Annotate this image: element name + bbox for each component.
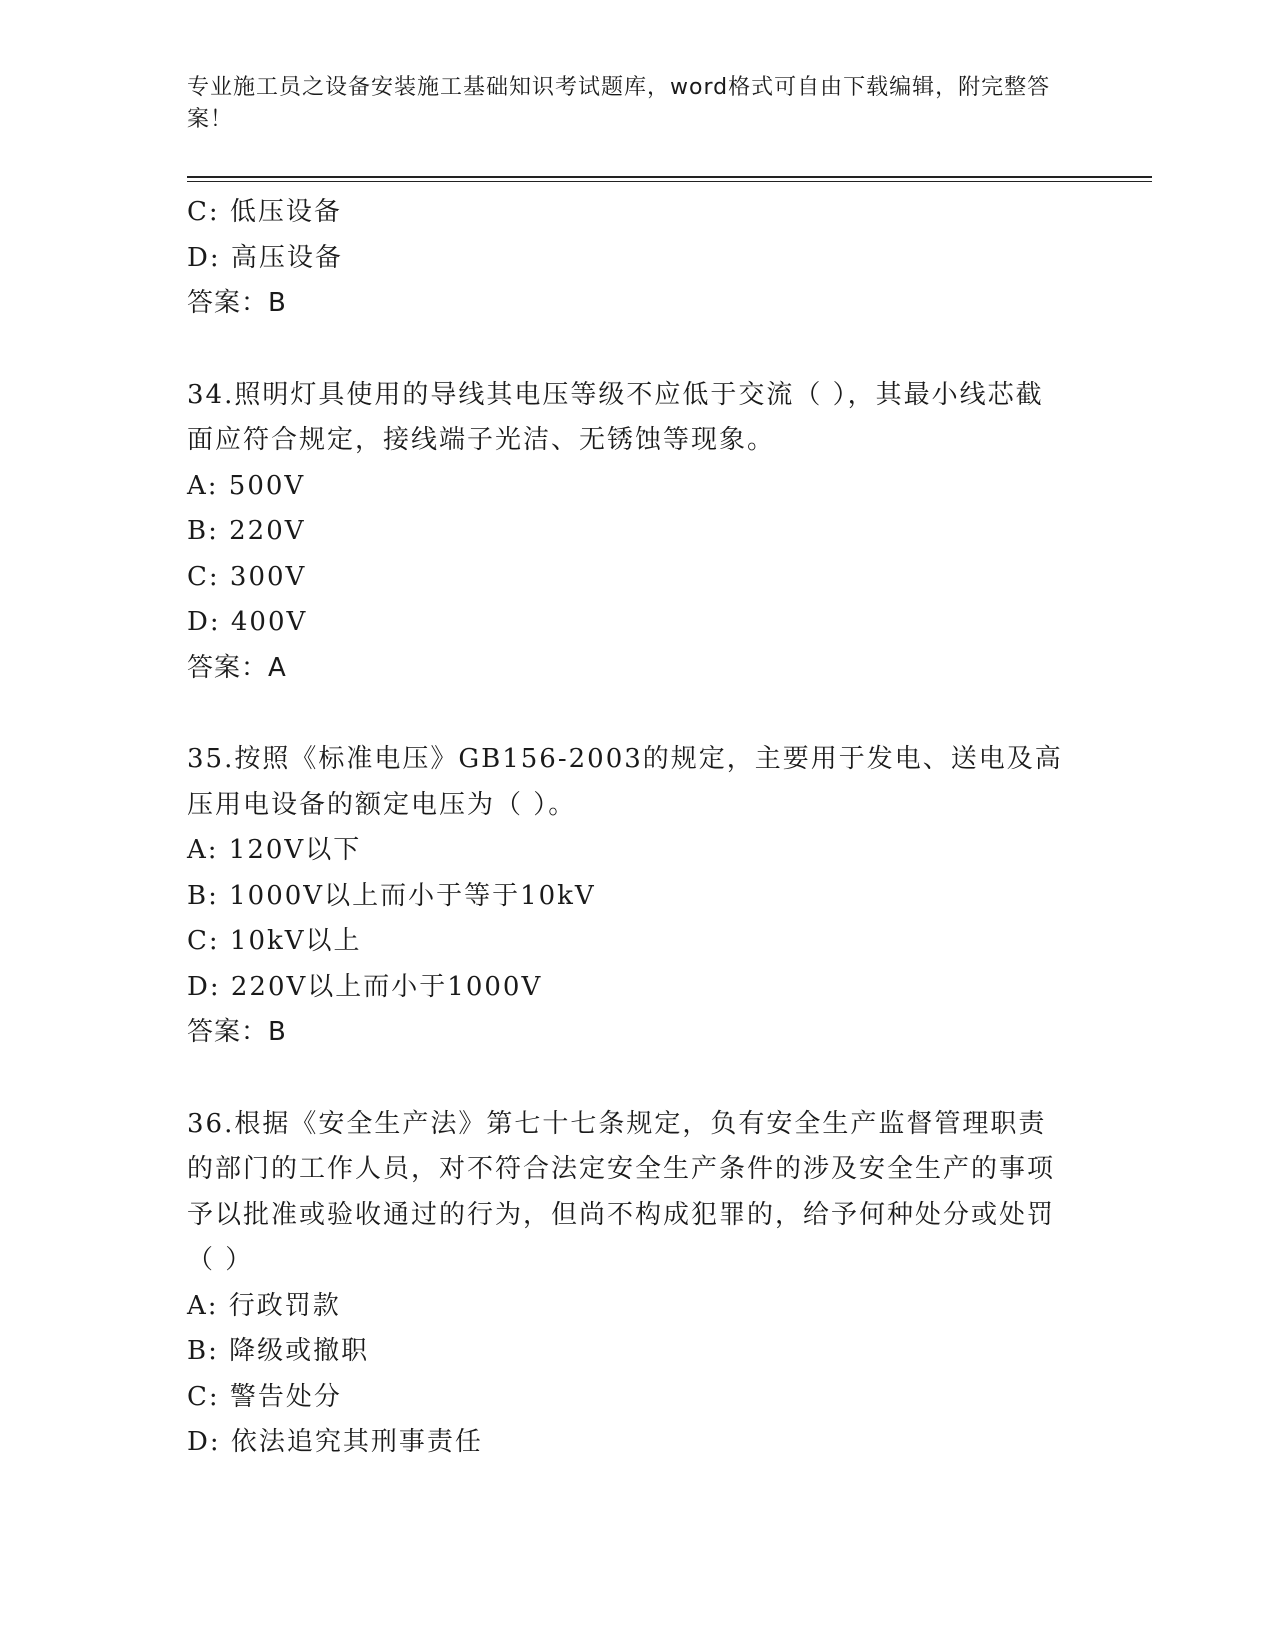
option-b: B: 1000V以上而小于等于10kV (187, 880, 596, 911)
question-34 (187, 373, 1087, 692)
option-d: D: 依法追究其刑事责任 (187, 1427, 483, 1457)
header-divider-thin (187, 181, 1152, 182)
answer: 答案：B (187, 288, 287, 318)
option-c: C: 警告处分 (187, 1381, 342, 1412)
question-list (187, 190, 1087, 1466)
question-33-continued (187, 190, 1087, 327)
option-d: D: 220V以上而小于1000V (187, 971, 543, 1002)
question-35 (187, 737, 1087, 1056)
question-text: 36.根据《安全生产法》第七十七条规定，负有安全生产监督管理职责的部门的工作人员，对不符合法定安全生产条件的涉及安全生产的事项予以批准或验收通过的行为，但尚不构成犯罪的，给予何种处分或处罚（ ） (187, 1108, 1056, 1275)
answer: 答案：B (187, 1017, 287, 1047)
document-header: 专业施工员之设备安装施工基础知识考试题库，word格式可自由下载编辑，附完整答案！ (187, 75, 1051, 132)
question-text: 35.按照《标准电压》GB156-2003的规定，主要用于发电、送电及高压用电设备的额定电压为（ ）。 (187, 744, 1063, 820)
option-c: C: 低压设备 (187, 197, 342, 227)
question-text: 34.照明灯具使用的导线其电压等级不应低于交流（ ），其最小线芯截面应符合规定，接线端子光洁、无锈蚀等现象。 (187, 379, 1044, 455)
option-b: B: 220V (187, 516, 306, 546)
option-d: D: 400V (187, 607, 308, 637)
option-c: C: 300V (187, 561, 307, 592)
option-a: A: 行政罚款 (187, 1290, 341, 1321)
option-c: C: 10kV以上 (187, 926, 362, 956)
question-36 (187, 1102, 1087, 1466)
option-b: B: 降级或撤职 (187, 1336, 370, 1366)
header-divider-thick (187, 176, 1152, 178)
option-a: A: 500V (187, 470, 306, 501)
option-a: A: 120V以下 (187, 835, 362, 865)
answer: 答案：A (187, 652, 287, 683)
option-d: D: 高压设备 (187, 242, 343, 273)
